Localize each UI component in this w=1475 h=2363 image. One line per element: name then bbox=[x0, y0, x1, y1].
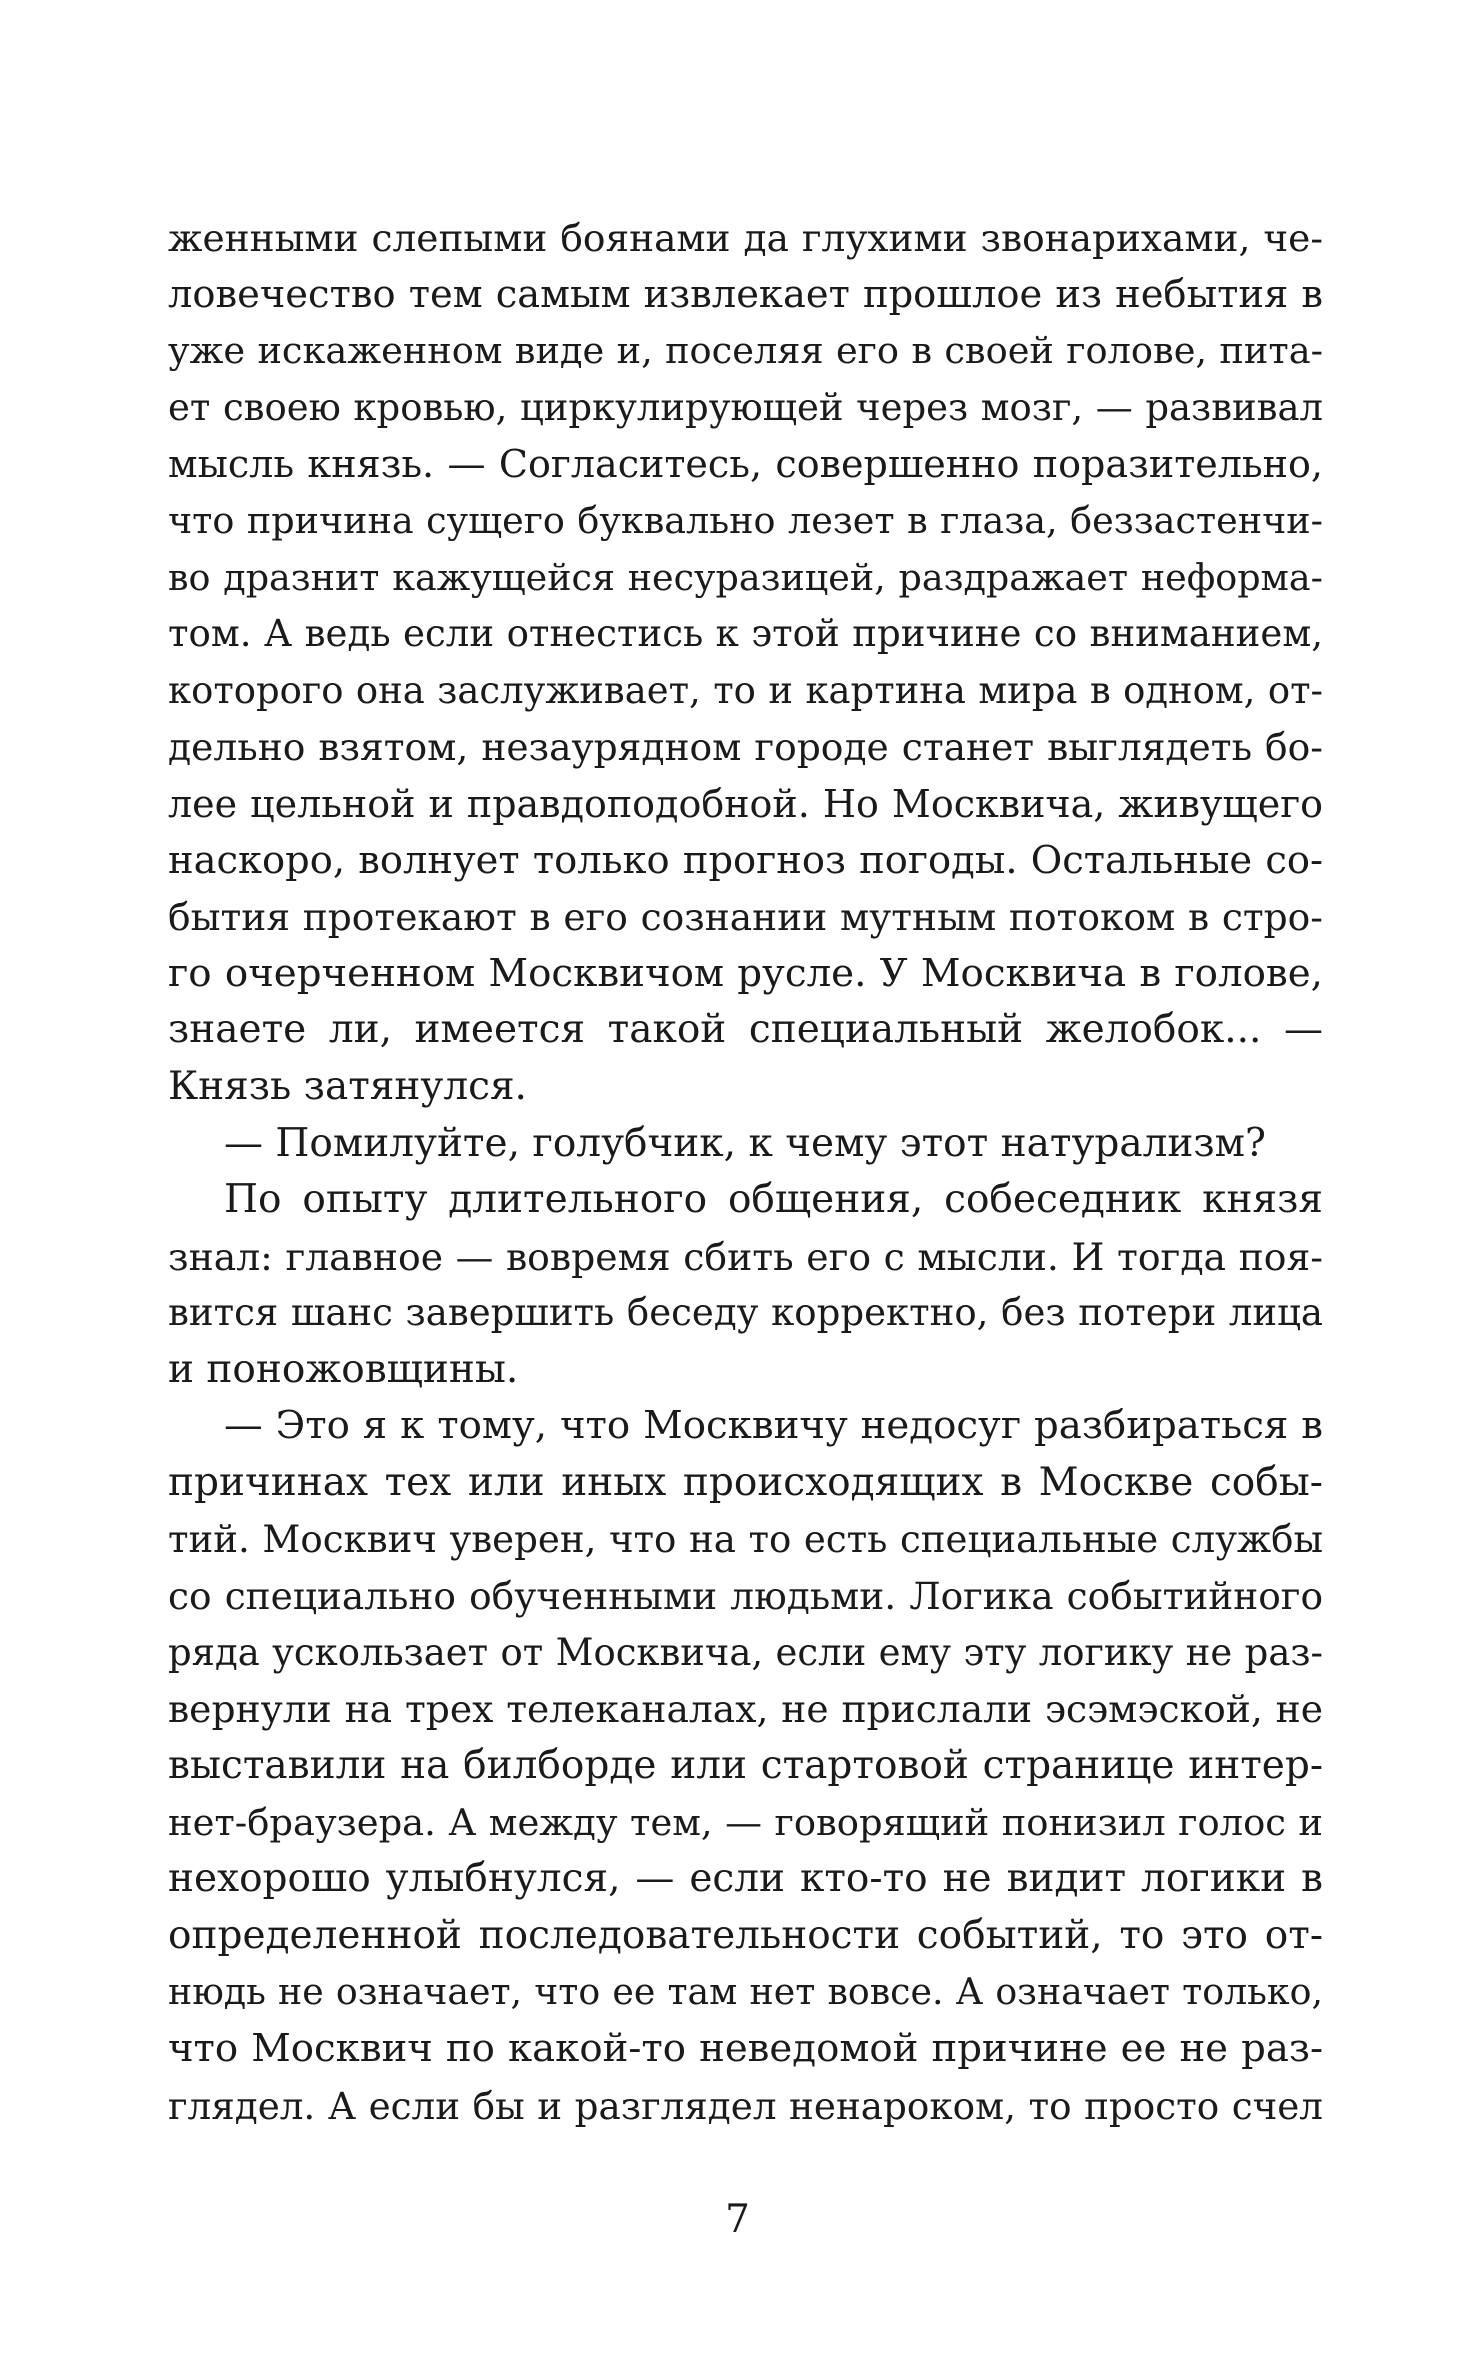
text-line: знаете ли, имеется такой специальный желобок... — bbox=[168, 1007, 1323, 1053]
text-line: ряда ускользает от Москвича, если ему эту логику не раз- bbox=[168, 1630, 1323, 1674]
text-line: ет своею кровью, циркулирующей через мозг, — развивал bbox=[168, 385, 1323, 429]
text-line: бытия протекают в его сознании мутным потоком в стро- bbox=[168, 895, 1323, 940]
text-line: нехорошо улыбнулся, — если кто-то не видит логики в bbox=[168, 1856, 1323, 1902]
text-line: и поножовщины. bbox=[168, 1346, 519, 1392]
text-line: — Это я к тому, что Москвичу недосуг разбираться в bbox=[224, 1403, 1323, 1449]
text-line: нет-браузера. А между тем, — говорящий понизил голос и bbox=[168, 1800, 1323, 1844]
text-line: уже искаженном виде и, поселяя его в своей голове, пита- bbox=[168, 329, 1323, 373]
text-line: тий. Москвич уверен, что на то есть специальные службы bbox=[168, 1517, 1323, 1561]
text-line: определенной последовательности событий, то это от- bbox=[168, 1912, 1323, 1958]
text-line: во дразнит кажущейся несуразицей, раздражает неформа- bbox=[168, 555, 1323, 599]
text-line: По опыту длительного общения, собеседник князя bbox=[224, 1177, 1323, 1223]
text-line: выставили на билборде или стартовой странице интер- bbox=[168, 1743, 1323, 1789]
text-line: наскоро, волнует только прогноз погоды. Остальные со- bbox=[168, 837, 1323, 883]
text-line: го очерченном Москвичом русле. У Москвича в голове, bbox=[168, 950, 1323, 996]
text-line: которого она заслуживает, то и картина мира в одном, от- bbox=[168, 668, 1323, 712]
text-line: женными слепыми боянами да глухими звонарихами, че- bbox=[168, 216, 1323, 260]
text-line: причинах тех или иных происходящих в Москве собы- bbox=[168, 1460, 1323, 1506]
text-line: мысль князь. — Согласитесь, совершенно поразительно, bbox=[168, 442, 1323, 487]
text-line: — Помилуйте, голубчик, к чему этот натурализм? bbox=[224, 1120, 1266, 1166]
text-line: дельно взятом, незаурядном городе станет выглядеть бо- bbox=[168, 725, 1323, 770]
text-line: ловечество тем самым извлекает прошлое из небытия в bbox=[168, 271, 1323, 317]
text-line: вится шанс завершить беседу корректно, без потери лица bbox=[168, 1291, 1323, 1335]
text-line: глядел. А если бы и разглядел ненароком, то просто счел bbox=[168, 2083, 1323, 2128]
text-line: вернули на трех телеканалах, не прислали эсэмэской, не bbox=[168, 1687, 1323, 1732]
text-line: лее цельной и правдоподобной. Но Москвича, живущего bbox=[168, 781, 1323, 826]
page-number: 7 bbox=[725, 2197, 750, 2242]
text-line: знал: главное — вовремя сбить его с мысли. И тогда поя- bbox=[168, 1234, 1323, 1279]
text-line: нюдь не означает, что ее там нет вовсе. А означает только, bbox=[168, 1970, 1323, 2014]
text-line: Князь затянулся. bbox=[168, 1063, 527, 1109]
text-line: что Москвич по какой-то неведомой причине ее не раз- bbox=[168, 2026, 1323, 2071]
text-line: что причина сущего буквально лезет в глаза, беззастенчи- bbox=[168, 498, 1323, 542]
body-text bbox=[168, 210, 1323, 2134]
text-line: том. А ведь если отнестись к этой причине со вниманием, bbox=[168, 612, 1323, 656]
text-line: со специально обученными людьми. Логика событийного bbox=[168, 1574, 1323, 1619]
